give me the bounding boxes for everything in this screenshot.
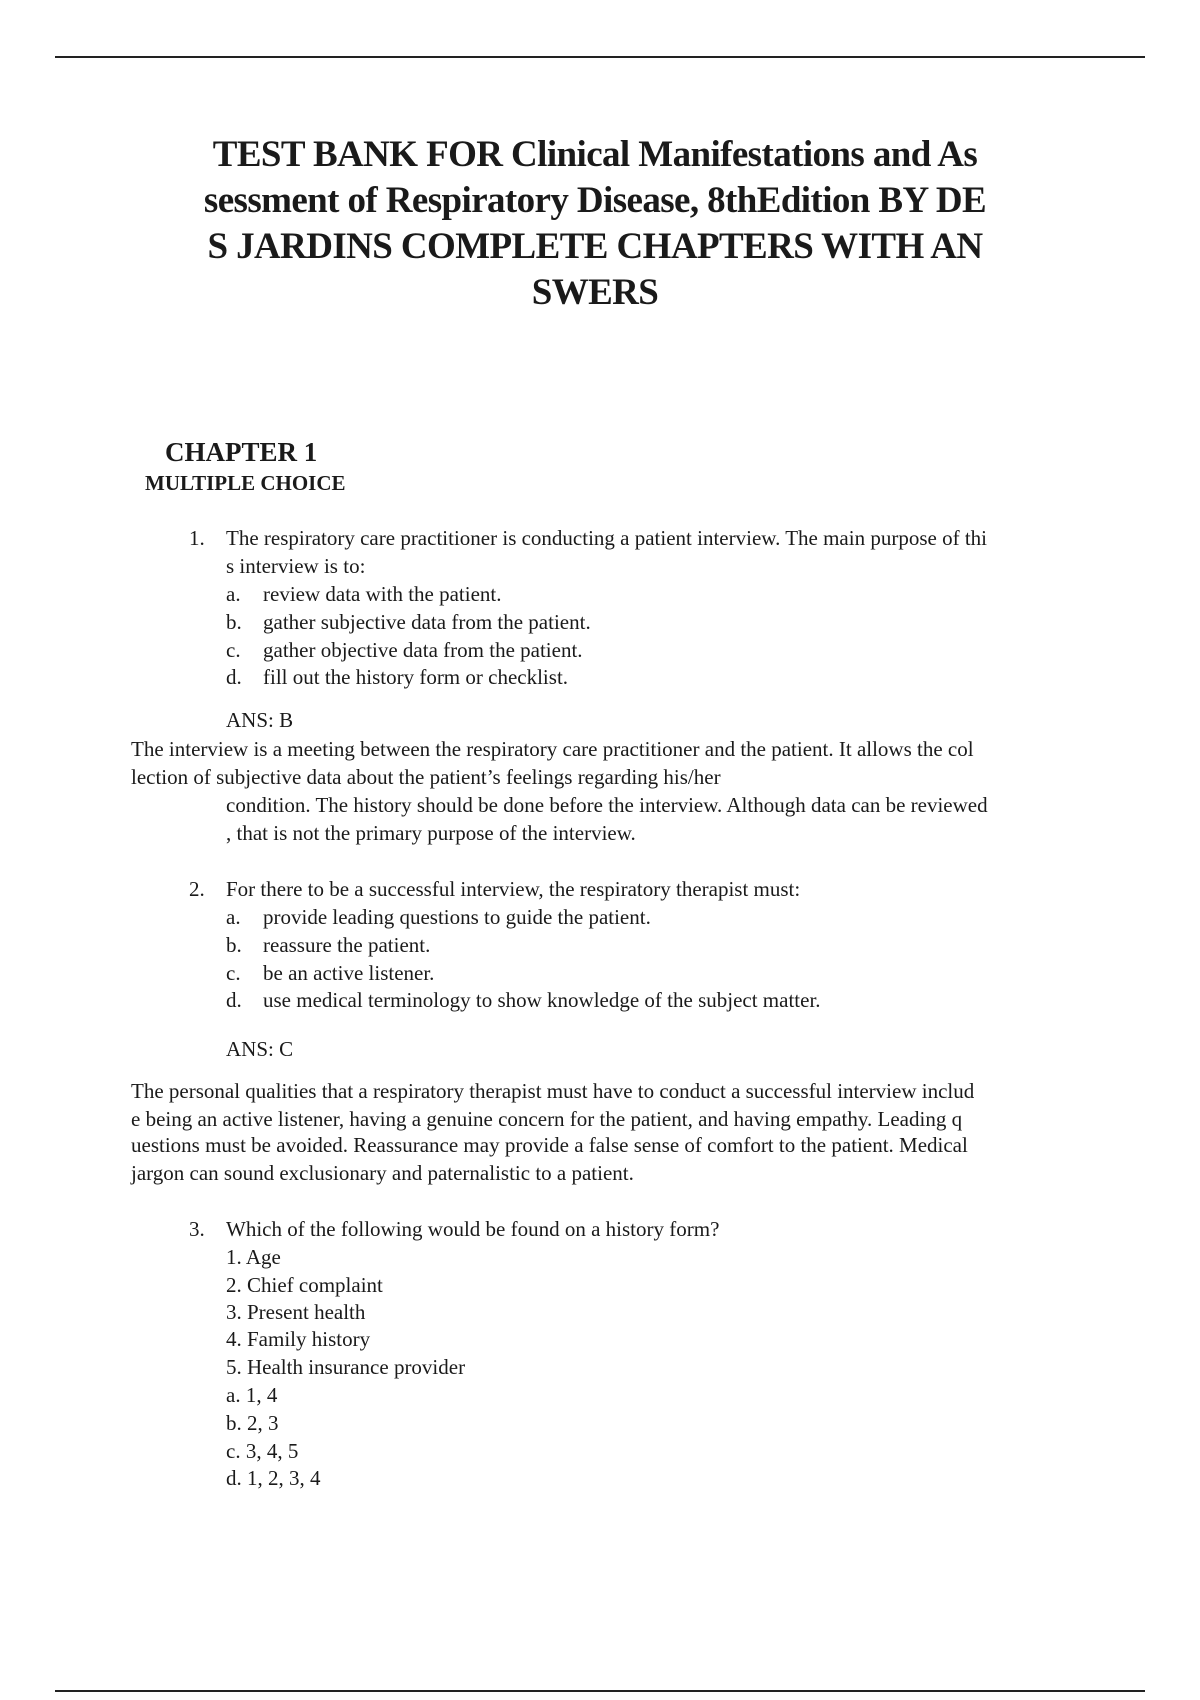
rationale-line: lection of subjective data about the patient’s feelings regarding his/her bbox=[131, 765, 721, 789]
option-label: c. bbox=[226, 961, 241, 985]
option-text: gather objective data from the patient. bbox=[263, 638, 583, 662]
option: a. 1, 4 bbox=[226, 1383, 278, 1407]
question-number: 3. bbox=[189, 1217, 205, 1241]
list-item: 2. Chief complaint bbox=[226, 1273, 383, 1297]
option-label: b. bbox=[226, 610, 242, 634]
question-number: 2. bbox=[189, 877, 205, 901]
list-item: 4. Family history bbox=[226, 1327, 371, 1351]
option-text: reassure the patient. bbox=[263, 933, 431, 957]
option-label: c. bbox=[226, 638, 241, 662]
top-rule bbox=[55, 56, 1145, 58]
list-item: 5. Health insurance provider bbox=[226, 1355, 466, 1379]
option-label: b. bbox=[226, 933, 242, 957]
option-label: a. bbox=[226, 905, 241, 929]
option-text: gather subjective data from the patient. bbox=[263, 610, 591, 634]
title-line: SWERS bbox=[531, 272, 659, 313]
answer: ANS: C bbox=[226, 1037, 294, 1061]
rationale-line: The personal qualities that a respiratory therapist must have to conduct a successful interview includ bbox=[131, 1079, 975, 1103]
option-text: provide leading questions to guide the patient. bbox=[263, 905, 651, 929]
option-text: be an active listener. bbox=[263, 961, 435, 985]
rationale-line: jargon can sound exclusionary and paternalistic to a patient. bbox=[131, 1161, 634, 1185]
bottom-rule bbox=[55, 1690, 1145, 1692]
option-text: use medical terminology to show knowledge of the subject matter. bbox=[263, 988, 821, 1012]
option: d. 1, 2, 3, 4 bbox=[226, 1466, 321, 1490]
title-line: sessment of Respiratory Disease, 8thEdition BY DE bbox=[203, 180, 987, 221]
list-item: 1. Age bbox=[226, 1245, 281, 1269]
rationale-line: The interview is a meeting between the respiratory care practitioner and the patient. It allows the col bbox=[131, 737, 974, 761]
question-stem: For there to be a successful interview, the respiratory therapist must: bbox=[226, 877, 801, 901]
question-stem: Which of the following would be found on a history form? bbox=[226, 1217, 720, 1241]
section-heading: MULTIPLE CHOICE bbox=[145, 471, 346, 495]
rationale-line: e being an active listener, having a genuine concern for the patient, and having empathy. Leading q bbox=[131, 1107, 963, 1131]
option: c. 3, 4, 5 bbox=[226, 1439, 299, 1463]
option-text: fill out the history form or checklist. bbox=[263, 665, 569, 689]
option-label: d. bbox=[226, 988, 242, 1012]
title-line: S JARDINS COMPLETE CHAPTERS WITH AN bbox=[207, 226, 983, 267]
list-item: 3. Present health bbox=[226, 1300, 366, 1324]
chapter-heading: CHAPTER 1 bbox=[165, 437, 318, 467]
option-text: review data with the patient. bbox=[263, 582, 502, 606]
question-stem: The respiratory care practitioner is conducting a patient interview. The main purpose of thi bbox=[226, 526, 987, 550]
option: b. 2, 3 bbox=[226, 1411, 279, 1435]
document-title bbox=[150, 132, 1040, 316]
title-line: TEST BANK FOR Clinical Manifestations and As bbox=[212, 134, 978, 175]
rationale-line: , that is not the primary purpose of the interview. bbox=[226, 821, 636, 845]
question-number: 1. bbox=[189, 526, 205, 550]
answer: ANS: B bbox=[226, 708, 294, 732]
option-label: a. bbox=[226, 582, 241, 606]
rationale-line: uestions must be avoided. Reassurance may provide a false sense of comfort to the patient. Medical bbox=[131, 1133, 968, 1157]
rationale-line: condition. The history should be done before the interview. Although data can be reviewed bbox=[226, 793, 988, 817]
question-stem: s interview is to: bbox=[226, 554, 366, 578]
option-label: d. bbox=[226, 665, 242, 689]
